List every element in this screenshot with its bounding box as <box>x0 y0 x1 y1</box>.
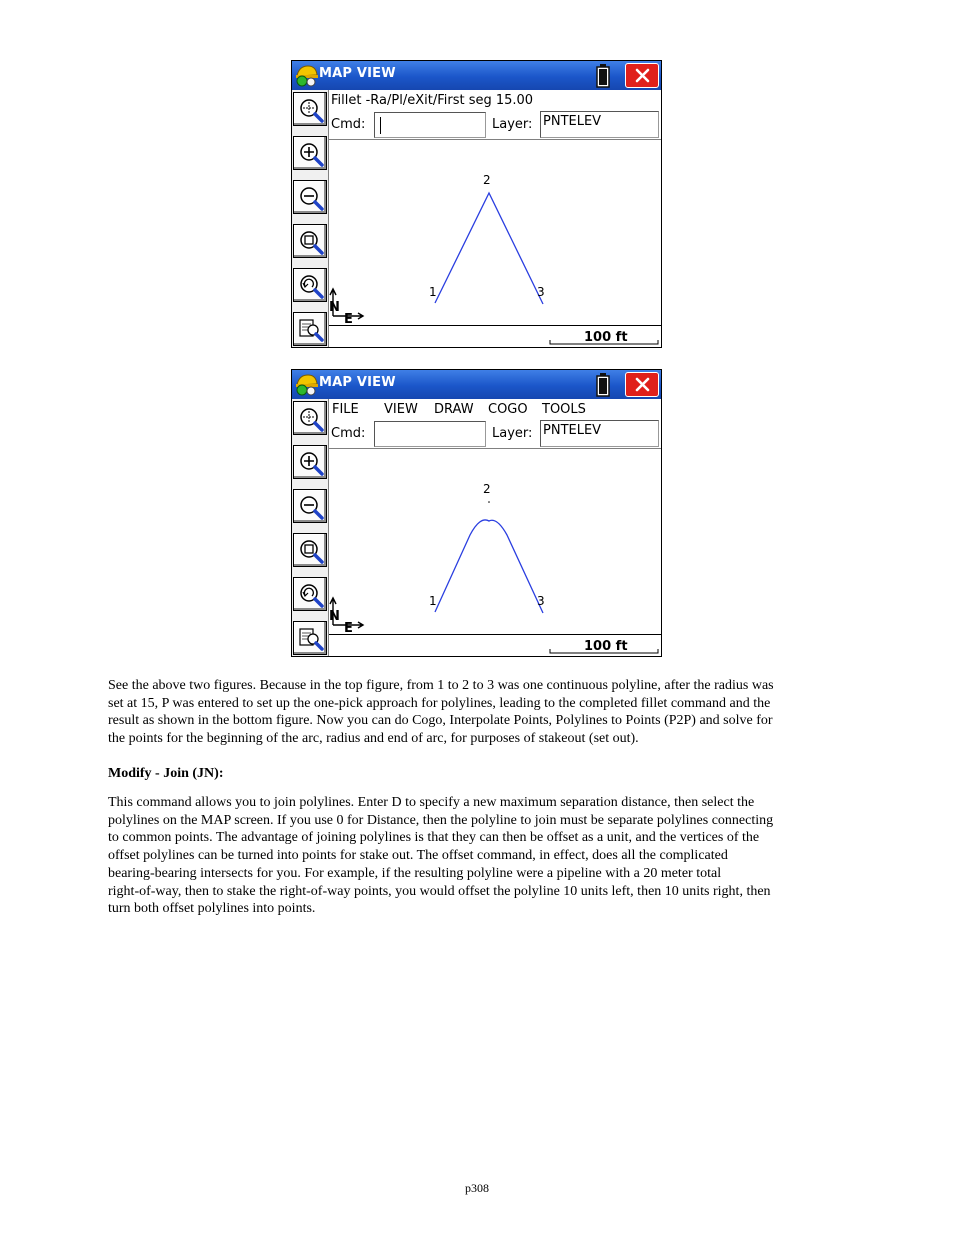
text-caret <box>380 117 381 134</box>
layer-label: Layer: <box>492 426 533 441</box>
zoom-toolbar <box>292 90 329 348</box>
zoom-out-icon <box>297 493 325 521</box>
zoom-in-icon <box>297 449 325 477</box>
command-prompt: Fillet -Ra/Pl/eXit/First seg 15.00 <box>331 93 534 108</box>
zoom-pan-button[interactable] <box>293 401 327 435</box>
text-line: This command allows you to join polylines. Enter D to specify a new maximum separation distance, then select the <box>108 795 755 810</box>
close-icon <box>635 68 650 83</box>
text-line: result as shown in the bottom figure. Now you can do Cogo, Interpolate Points, Polylines to Points (P2P) and solve for <box>108 713 773 729</box>
paragraph-fillet-result <box>108 677 853 748</box>
zoom-window-button[interactable] <box>293 621 327 655</box>
point-label-1: 1 <box>429 285 437 299</box>
zoom-out-button[interactable] <box>293 180 327 214</box>
east-label: E <box>344 312 353 327</box>
point-marker-2 <box>488 501 490 503</box>
title-bar <box>292 61 661 90</box>
zoom-in-icon <box>297 140 325 168</box>
north-label: N <box>329 300 340 315</box>
menu-draw[interactable]: DRAW <box>434 402 474 417</box>
cmd-label: Cmd: <box>331 117 366 132</box>
app-logo-icon <box>294 372 320 397</box>
zoom-extents-button[interactable] <box>293 533 327 567</box>
layer-label: Layer: <box>492 117 533 132</box>
point-label-3: 3 <box>537 594 545 608</box>
window-title: MAP VIEW <box>319 66 396 81</box>
paragraph-join-description <box>108 794 853 918</box>
zoom-extents-button[interactable] <box>293 224 327 258</box>
zoom-extents-icon <box>297 228 325 256</box>
battery-icon <box>596 373 610 397</box>
command-panel <box>329 90 661 140</box>
menu-cogo[interactable]: COGO <box>488 402 528 417</box>
zoom-out-button[interactable] <box>293 489 327 523</box>
section-heading-join: Modify - Join (JN): <box>108 766 224 781</box>
text-line: bearing-bearing intersects for you. For example, if the resulting polyline were a pipeline with a 20 meter total <box>108 865 722 881</box>
zoom-pan-icon <box>297 96 325 124</box>
zoom-window-icon <box>297 316 325 344</box>
text-line: See the above two figures. Because in the top figure, from 1 to 2 to 3 was one continuous polyline, after the radius was <box>108 678 774 693</box>
layer-field[interactable]: PNTELEV <box>540 420 659 447</box>
zoom-window-button[interactable] <box>293 312 327 346</box>
north-label: N <box>329 609 340 624</box>
cmd-label: Cmd: <box>331 426 366 441</box>
scale-label: 100 ft <box>584 330 628 345</box>
zoom-previous-button[interactable] <box>293 577 327 611</box>
cmd-input[interactable] <box>374 421 486 447</box>
zoom-in-button[interactable] <box>293 445 327 479</box>
point-label-3: 3 <box>537 285 545 299</box>
close-icon <box>635 377 650 392</box>
zoom-in-button[interactable] <box>293 136 327 170</box>
east-label: E <box>344 621 353 636</box>
map-canvas[interactable] <box>329 140 661 347</box>
menu-view[interactable]: VIEW <box>384 402 418 417</box>
command-panel <box>329 399 661 449</box>
polyline[interactable] <box>435 193 543 304</box>
zoom-extents-icon <box>297 537 325 565</box>
text-line: to common points. The advantage of joining polylines is that they can then be offset as a unit, and the vertices of the <box>108 830 760 846</box>
text-line: offset polylines can be turned into points for stake out. The offset command, in effect, does all the complicated <box>108 848 728 864</box>
zoom-toolbar <box>292 399 329 657</box>
text-line: the points for the beginning of the arc, radius and end of arc, for purposes of stakeout (set out). <box>108 731 639 747</box>
zoom-pan-icon <box>297 405 325 433</box>
map-canvas[interactable] <box>329 449 661 656</box>
zoom-previous-button[interactable] <box>293 268 327 302</box>
battery-icon <box>596 64 610 88</box>
point-label-2: 2 <box>483 173 491 187</box>
zoom-previous-icon <box>297 581 325 609</box>
text-line: set at 15, P was entered to set up the one-pick approach for polylines, leading to the completed fillet command and the <box>108 695 771 711</box>
text-line: polylines on the MAP screen. If you use 0 for Distance, then the polyline to join must be separate polylines connecting <box>108 812 774 828</box>
map-view-screen-bottom <box>291 369 662 657</box>
zoom-window-icon <box>297 625 325 653</box>
zoom-pan-button[interactable] <box>293 92 327 126</box>
cmd-input[interactable] <box>374 112 486 138</box>
filleted-polyline[interactable] <box>435 520 543 613</box>
map-view-screen-top <box>291 60 662 348</box>
layer-field[interactable]: PNTELEV <box>540 111 659 138</box>
window-title: MAP VIEW <box>319 375 396 390</box>
text-line: right-of-way, then to stake the right-of-way points, you would offset the polyline 10 units left, then 10 units right, then <box>108 883 771 899</box>
page-number: p308 <box>465 1181 489 1195</box>
close-button[interactable] <box>625 63 659 88</box>
title-bar <box>292 370 661 399</box>
menu-tools[interactable]: TOOLS <box>542 402 586 417</box>
point-label-2: 2 <box>483 482 491 496</box>
zoom-out-icon <box>297 184 325 212</box>
text-line: turn both offset polylines into points. <box>108 901 316 917</box>
scale-label: 100 ft <box>584 639 628 654</box>
zoom-previous-icon <box>297 272 325 300</box>
close-button[interactable] <box>625 372 659 397</box>
app-logo-icon <box>294 63 320 88</box>
point-label-1: 1 <box>429 594 437 608</box>
menu-file[interactable]: FILE <box>332 402 359 417</box>
